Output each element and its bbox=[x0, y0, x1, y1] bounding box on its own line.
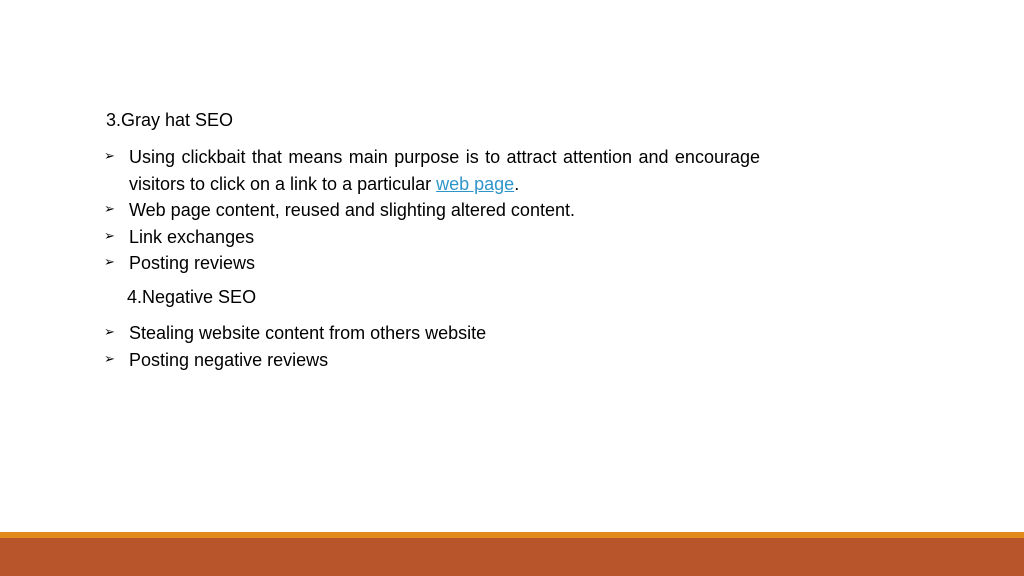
arrow-bullet-icon: ➢ bbox=[104, 325, 115, 340]
arrow-bullet-icon: ➢ bbox=[104, 228, 115, 244]
list-item-text: Web page content, reused and slighting altered content. bbox=[129, 200, 575, 220]
list-item bbox=[104, 224, 760, 251]
list-item-text: Posting reviews bbox=[129, 253, 256, 273]
list-item-text: Link exchanges bbox=[129, 226, 255, 247]
arrow-bullet-icon: ➢ bbox=[104, 149, 115, 164]
web-page-link[interactable]: web page bbox=[436, 173, 515, 194]
arrow-bullet-icon: ➢ bbox=[104, 255, 115, 270]
footer-bar bbox=[0, 538, 1024, 576]
list-item-text: Posting negative reviews bbox=[129, 349, 329, 370]
arrow-bullet-icon: ➢ bbox=[104, 351, 115, 367]
list-item-text: Stealing website content from others website bbox=[129, 323, 487, 343]
list-item-text-end: . bbox=[514, 173, 520, 194]
list-item bbox=[104, 144, 760, 197]
section-heading-negative-seo: 4.Negative SEO bbox=[127, 287, 257, 307]
negative-seo-list bbox=[104, 320, 760, 373]
list-item-text bbox=[129, 144, 760, 197]
list-item bbox=[104, 250, 760, 277]
list-item bbox=[104, 347, 760, 374]
list-item-text-main: Using clickbait that means main purpose is to attract attention and encourage visitors to click on a link to a particular bbox=[129, 147, 760, 194]
gray-hat-seo-list bbox=[104, 144, 760, 277]
list-item bbox=[104, 320, 760, 347]
arrow-bullet-icon: ➢ bbox=[104, 202, 115, 217]
section-heading-gray-hat-seo: 3.Gray hat SEO bbox=[106, 110, 234, 130]
list-item bbox=[104, 197, 760, 224]
